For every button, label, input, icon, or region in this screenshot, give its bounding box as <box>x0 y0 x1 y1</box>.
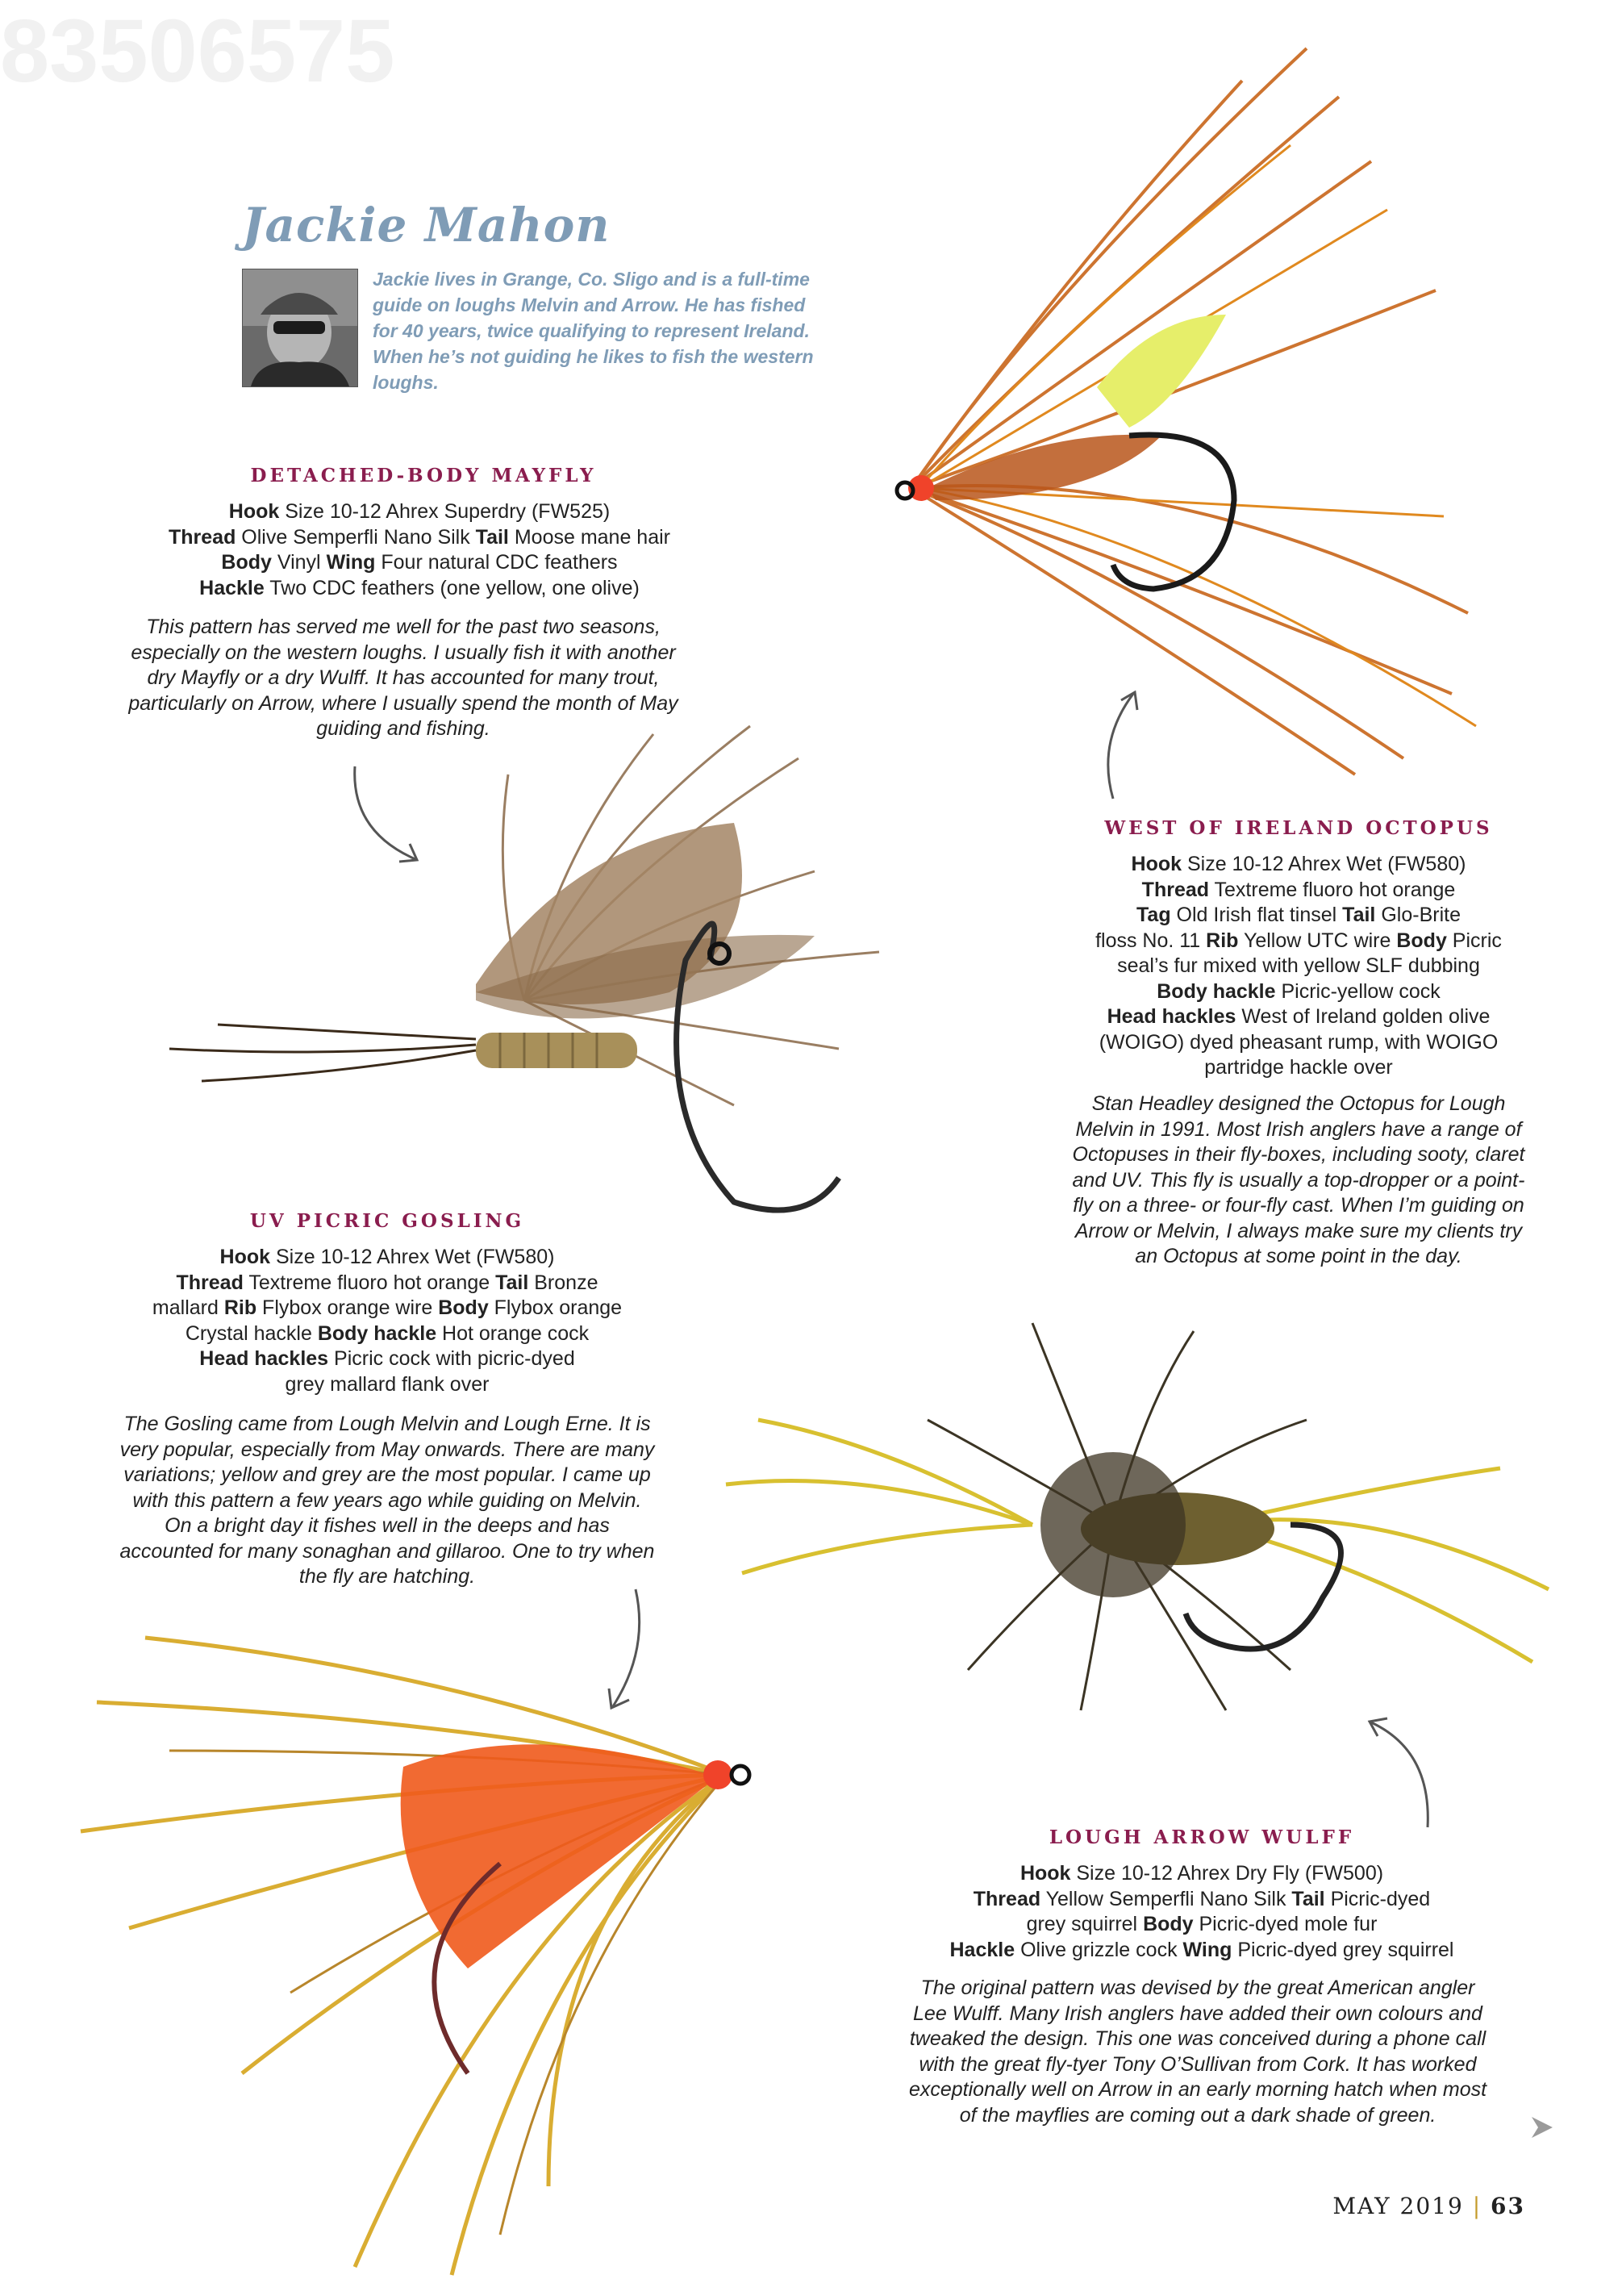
page-number: 63 <box>1491 2193 1525 2219</box>
recipe-line: Hook Size 10-12 Ahrex Wet (FW580) <box>1131 853 1466 875</box>
recipe-line: seal’s fur mixed with yellow SLF dubbing <box>1117 954 1480 977</box>
recipe-line: Hook Size 10-12 Ahrex Superdry (FW525) <box>228 500 611 523</box>
gosling-description: The Gosling came from Lough Melvin and Lough Erne. It is very popular, especially from May onwards. There are many variations; yellow and grey are the most popular. I came up with this pattern a few years ago while guiding on Melvin. On a bright day it fishes well in the deeps and has accounted for many sonaghan and gillaroo. One to try when the fly are hatching. <box>119 1413 655 1588</box>
octopus-heading: WEST OF IRELAND OCTOPUS <box>1104 817 1493 839</box>
recipe-line: (WOIGO) dyed pheasant rump, with WOIGO <box>1099 1030 1499 1054</box>
gosling-recipe <box>105 1245 669 1397</box>
gosling-heading: UV PICRIC GOSLING <box>249 1210 525 1232</box>
recipe-line: Head hackles Picric cock with picric-dyed <box>199 1347 575 1370</box>
recipe-line: Body hackle Picric-yellow cock <box>1157 979 1441 1003</box>
author-portrait-icon <box>243 269 357 386</box>
recipe-line: Thread Olive Semperfli Nano Silk Tail Moose mane hair <box>168 525 670 549</box>
recipe-line: Thread Textreme fluoro hot orange <box>1141 878 1456 901</box>
arrow-icon-mayfly <box>339 758 436 871</box>
recipe-line: grey mallard flank over <box>285 1372 490 1396</box>
wulff-fly-image <box>726 1323 1565 1743</box>
octopus-recipe <box>1040 852 1557 1081</box>
octopus-fly-image <box>887 48 1500 774</box>
recipe-line: floss No. 11 Rib Yellow UTC wire Body Picric <box>1095 929 1502 952</box>
arrow-icon-gosling <box>597 1585 661 1714</box>
recipe-line: Thread Yellow Semperfli Nano Silk Tail Picric-dyed <box>973 1887 1431 1910</box>
recipe-line: Hook Size 10-12 Ahrex Dry Fly (FW500) <box>1019 1862 1384 1885</box>
author-name: Jackie Mahon <box>242 198 611 253</box>
wulff-recipe <box>895 1861 1508 1963</box>
arrow-icon-wulff <box>1355 1710 1444 1831</box>
author-bio: Jackie lives in Grange, Co. Sligo and is a full-time guide on loughs Melvin and Arrow. He has fished for 40 years, twice qualifying to represent Ireland. When he’s not guiding he likes to fish the western loughs. <box>373 269 814 393</box>
recipe-line: Hook Size 10-12 Ahrex Wet (FW580) <box>219 1246 555 1268</box>
wulff-heading: LOUGH ARROW WULFF <box>1049 1826 1355 1848</box>
mayfly-recipe <box>97 499 742 601</box>
recipe-line: Crystal hackle Body hackle Hot orange cock <box>185 1321 590 1345</box>
recipe-line: Tag Old Irish flat tinsel Tail Glo-Brite <box>1136 904 1461 926</box>
issue-date: MAY 2019 <box>1332 2193 1464 2219</box>
author-photo <box>242 269 358 387</box>
wulff-description: The original pattern was devised by the great American angler Lee Wulff. Many Irish anglers have added their own colours and tweaked the design. This one was conceived during a phone call with the great fly-tyer Tony O’Sullivan from Cork. It has worked exceptionally well on Arrow in an early morning hatch when most of the mayflies are coming out a dark shade of green. <box>908 1977 1487 2127</box>
recipe-line: Thread Textreme fluoro hot orange Tail Bronze <box>176 1271 598 1294</box>
arrow-icon-octopus <box>1097 678 1161 807</box>
mayfly-heading: DETACHED-BODY MAYFLY <box>250 465 597 486</box>
mayfly-description: This pattern has served me well for the past two seasons, especially on the western loughs. I usually fish it with another dry Mayfly or a dry Wulff. It has accounted for many trout, particularly on Arrow, where I usually spend the month of May guiding and fishing. <box>128 616 678 740</box>
mayfly-fly-image <box>169 726 928 1242</box>
next-page-arrow-icon[interactable] <box>1528 2114 1556 2141</box>
footer-separator: | <box>1472 2193 1482 2219</box>
recipe-line: Head hackles West of Ireland golden olive <box>1107 1005 1491 1028</box>
recipe-line: Hackle Two CDC feathers (one yellow, one olive) <box>199 576 640 599</box>
recipe-line: partridge hackle over <box>1204 1056 1393 1079</box>
recipe-line: Hackle Olive grizzle cock Wing Picric-dyed grey squirrel <box>949 1938 1454 1961</box>
octopus-description: Stan Headley designed the Octopus for Lough Melvin in 1991. Most Irish anglers have a range of Octopuses in their fly-boxes, including sooty, claret and UV. This fly is usually a top-dropper or a point-fly on a three- or four-fly cast. When I’m guiding on Arrow or Melvin, I always make sure my clients try an Octopus at some point in the day. <box>1072 1092 1525 1267</box>
page-footer <box>1332 2193 1525 2219</box>
gosling-fly-image <box>48 1622 774 2283</box>
watermark: 83506575 <box>0 2 395 101</box>
recipe-line: Body Vinyl Wing Four natural CDC feathers <box>221 551 618 574</box>
recipe-line: grey squirrel Body Picric-dyed mole fur <box>1026 1913 1378 1935</box>
recipe-line: mallard Rib Flybox orange wire Body Flybox orange <box>152 1296 623 1319</box>
